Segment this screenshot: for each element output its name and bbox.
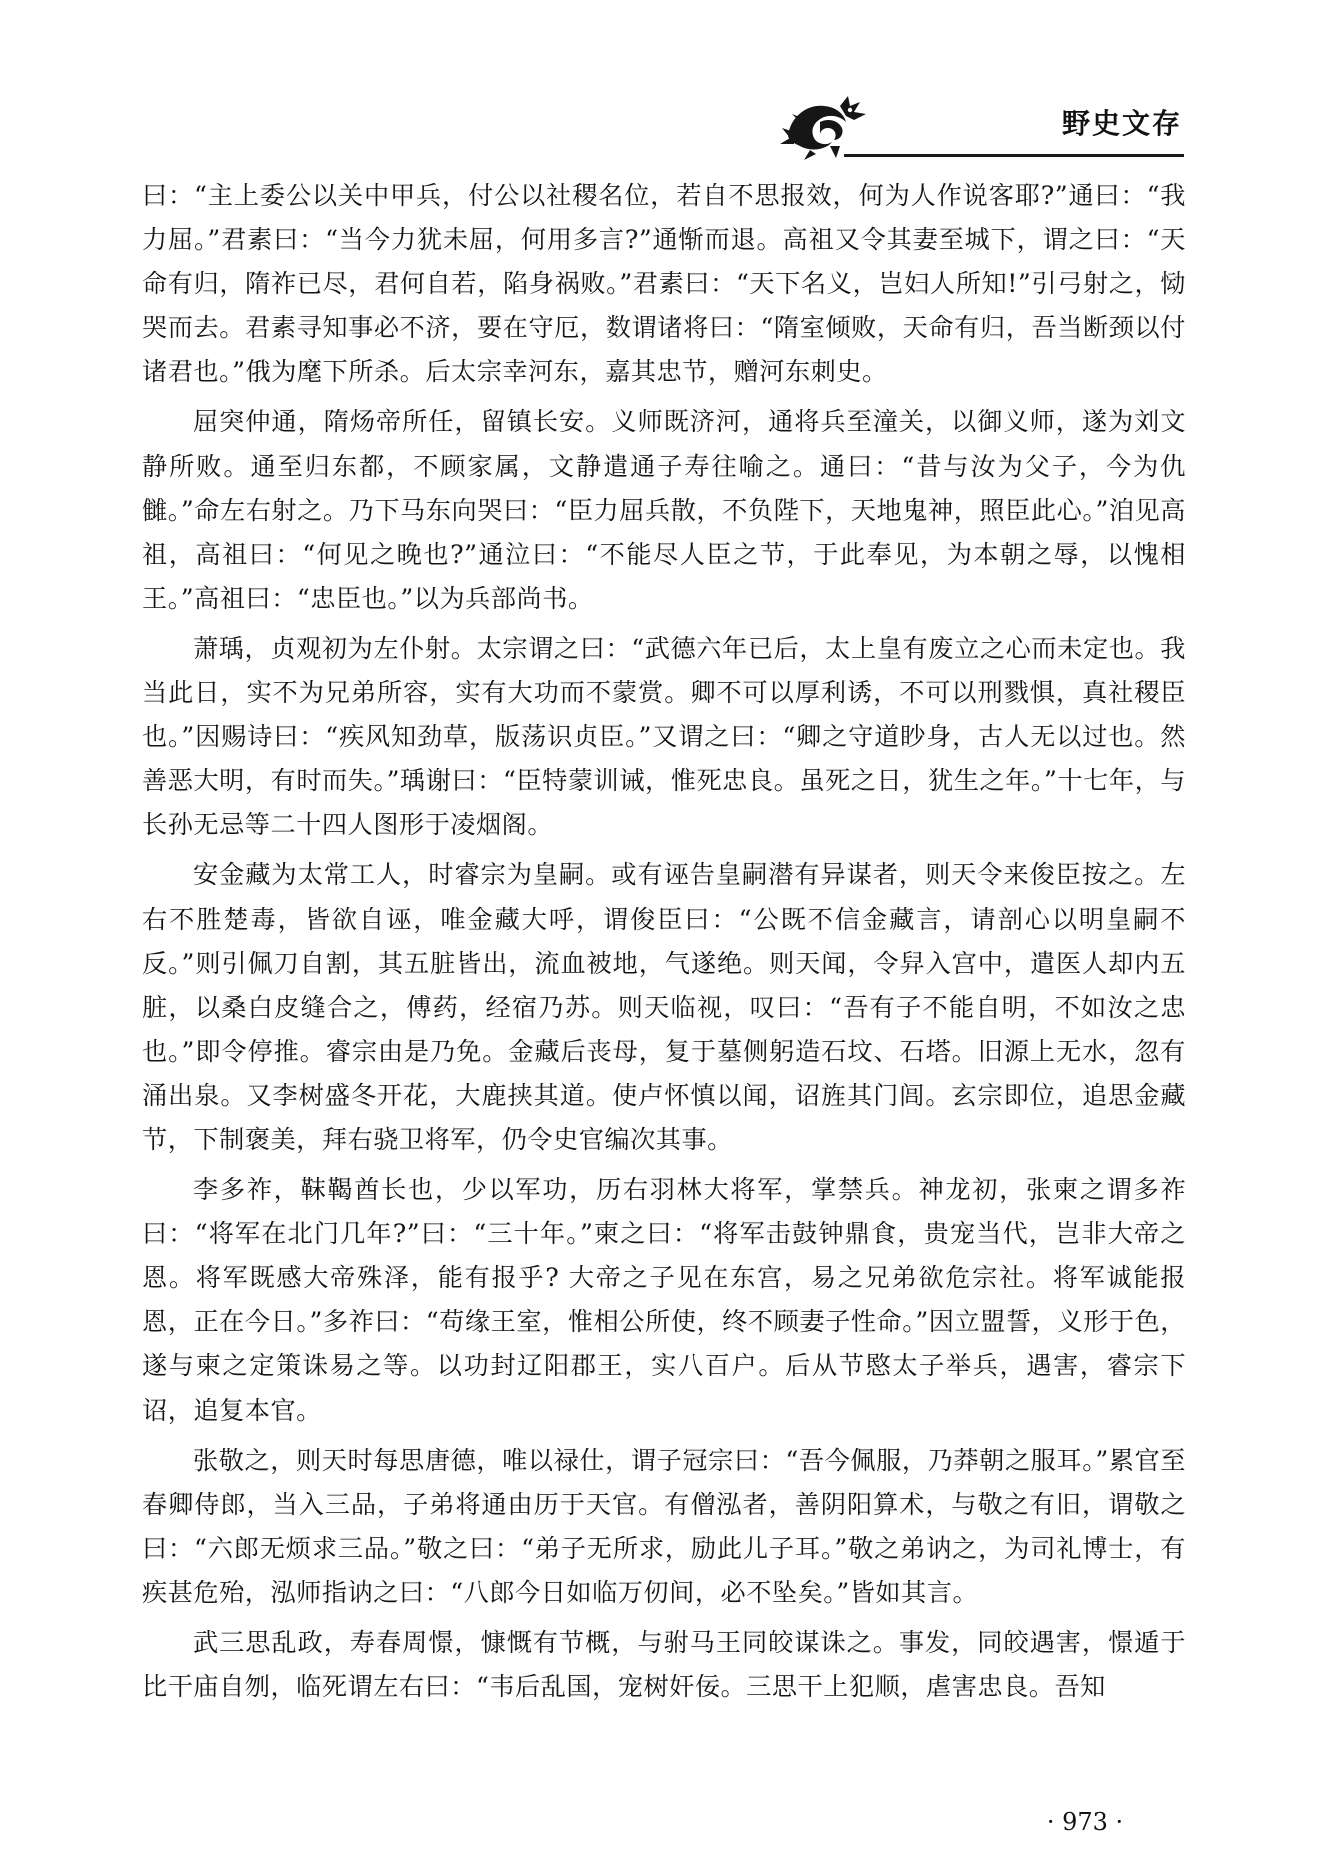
paragraph: 安金藏为太常工人，时睿宗为皇嗣。或有诬告皇嗣潜有异谋者，则天令来俊臣按之。左右不胜楚毒，皆欲自诬，唯金藏大呼，谓俊臣曰：“公既不信金藏言，请剖心以明皇嗣不反。”则引佩刀自割，其五脏皆出，流血被地，气遂绝。则天闻，令舁入宫中，遣医人却内五脏，以桑白皮缝合之，傅药，经宿乃苏。则天临视，叹曰：“吾有子不能自明，不如汝之忠也。”即令停推。睿宗由是乃免。金藏后丧母，复于墓侧躬造石坟、石塔。旧源上无水，忽有涌出泉。又李树盛冬开花，大鹿挟其道。使卢怀慎以闻，诏旌其门闾。玄宗即位，追思金藏节，下制褒美，拜右骁卫将军，仍令史官编次其事。 [142, 860, 1186, 1154]
running-header-title: 野史文存 [1061, 107, 1182, 140]
page-number: · 973 · [1046, 1808, 1124, 1836]
body-text [142, 174, 1186, 1715]
paragraph: 萧瑀，贞观初为左仆射。太宗谓之曰：“武德六年已后，太上皇有废立之心而未定也。我当此日，实不为兄弟所容，实有大功而不蒙赏。卿不可以厚利诱，不可以刑戮惧，真社稷臣也。”因赐诗曰：“疾风知劲草，版荡识贞臣。”又谓之曰：“卿之守道眇身，古人无以过也。然善恶大明，有时而失。”瑀谢曰：“臣特蒙训诫，惟死忠良。虽死之日，犹生之年。”十七年，与长孙无忌等二十四人图形于凌烟阁。 [142, 633, 1186, 840]
paragraph: 张敬之，则天时每思唐德，唯以禄仕，谓子冠宗曰：“吾今佩服，乃莽朝之服耳。”累官至春卿侍郎，当入三品，子弟将通由历于天官。有僧泓者，善阴阳算术，与敬之有旧，谓敬之曰：“六郎无烦求三品。”敬之曰：“弟子无所求，励此儿子耳。”敬之弟讷之，为司礼博士，有疾甚危殆，泓师指讷之曰：“八郎今日如临万仞间，必不坠矣。”皆如其言。 [142, 1445, 1186, 1607]
paragraph: 李多祚，靺鞨酋长也，少以军功，历右羽林大将军，掌禁兵。神龙初，张柬之谓多祚曰：“将军在北门几年?”曰：“三十年。”柬之曰：“将军击鼓钟鼎食，贵宠当代，岂非大帝之恩。将军既感大帝殊泽，能有报乎? 大帝之子见在东宫，易之兄弟欲危宗社。将军诚能报恩，正在今日。”多祚曰：“苟缘王室，惟相公所使，终不顾妻子性命。”因立盟誓，义形于色，遂与柬之定策诛易之等。以功封辽阳郡王，实八百户。后从节愍太子举兵，遇害，睿宗下诏，追复本官。 [142, 1175, 1186, 1425]
paragraph: 曰：“主上委公以关中甲兵，付公以社稷名位，若自不思报效，何为人作说客耶?”通曰：“我力屈。”君素曰：“当今力犹未屈，何用多言?”通惭而退。高祖又令其妻至城下，谓之曰：“天命有归，隋祚已尽，君何自若，陷身祸败。”君素曰：“天下名义，岂妇人所知!”引弓射之，恸哭而去。君素寻知事必不济，要在守厄，数谓诸将曰：“隋室倾败，天命有归，吾当断颈以付诸君也。”俄为麾下所杀。后太宗幸河东，嘉其忠节，赠河东刺史。 [142, 181, 1186, 387]
page-header [780, 92, 1184, 162]
paragraph: 屈突仲通，隋炀帝所任，留镇长安。义师既济河，通将兵至潼关，以御义师，遂为刘文静所败。通至归东都，不顾家属，文静遣通子寿往喻之。通曰：“昔与汝为父子，今为仇雠。”命左右射之。乃下马东向哭曰：“臣力屈兵散，不负陛下，天地鬼神，照臣此心。”洎见高祖，高祖曰：“何见之晚也?”通泣曰：“不能尽人臣之节，于此奉见，为本朝之辱，以愧相王。”高祖曰：“忠臣也。”以为兵部尚书。 [142, 407, 1186, 613]
header-rule [844, 154, 1184, 157]
paragraph: 武三思乱政，寿春周憬，慷慨有节概，与驸马王同皎谋诛之。事发，同皎遇害，憬遁于比干庙自刎，临死谓左右曰：“韦后乱国，宠树奸佞。三思干上犯顺，虐害忠良。吾知 [142, 1628, 1186, 1702]
dragon-emblem-icon [780, 92, 870, 162]
